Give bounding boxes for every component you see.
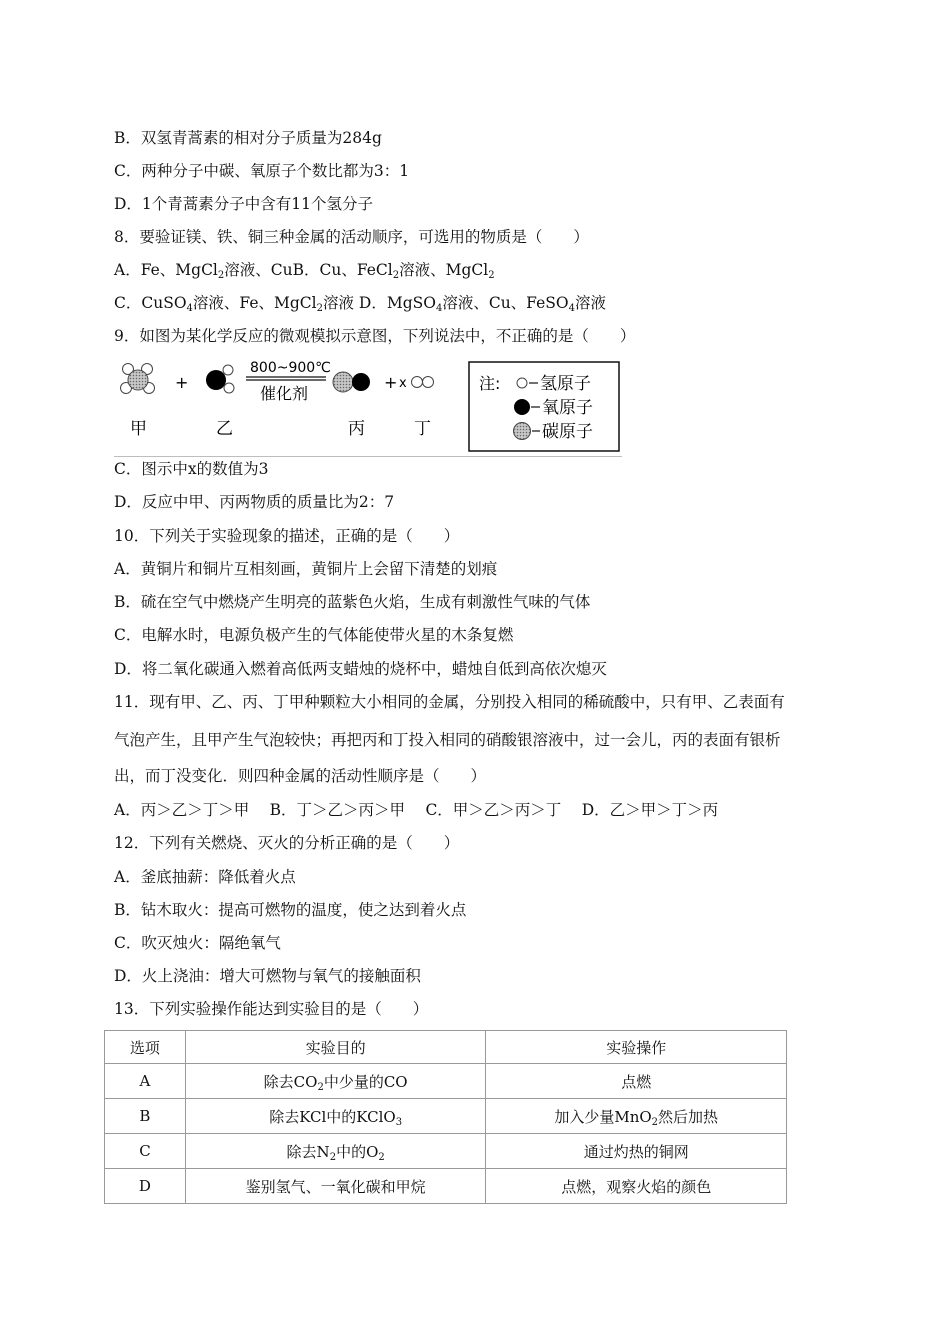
molecule-ding [412, 377, 434, 388]
reaction-condition-temperature: 800~900℃ [250, 360, 331, 376]
table-cell-purpose: 鉴别氢气、一氧化碳和甲烷 [185, 1169, 486, 1204]
option-c-atom-ratio: C．两种分子中碳、氧原子个数比都为3：1 [114, 162, 410, 180]
table-row [105, 1099, 787, 1134]
question-8-stem: 8．要验证镁、铁、铜三种金属的活动顺序，可选用的物质是（ ） [114, 228, 589, 246]
question-13-stem: 13．下列实验操作能达到实验目的是（ ） [114, 1000, 429, 1018]
molecule-jia [121, 364, 155, 394]
question-9-stem: 9．如图为某化学反应的微观模拟示意图，下列说法中，不正确的是（ ） [114, 327, 636, 345]
table-row [105, 1064, 787, 1099]
question-10-option-b: B．硫在空气中燃烧产生明亮的蓝紫色火焰，生成有刺激性气味的气体 [114, 593, 591, 611]
subscript: 2 [651, 1116, 659, 1128]
subscript: 4 [435, 303, 443, 314]
legend-hydrogen [517, 374, 591, 394]
question-9-option-d: D．反应中甲、丙两物质的质量比为2：7 [114, 493, 395, 511]
label-ding: 丁 [414, 419, 431, 439]
question-12-option-b: B．钻木取火：提高可燃物的温度，使之达到着火点 [114, 901, 467, 919]
table-cell-purpose: 除去KCl中的KClO$_3$ [185, 1099, 486, 1134]
header-purpose: 实验目的 [185, 1031, 486, 1064]
question-12-option-d: D．火上浇油：增大可燃物与氧气的接触面积 [114, 967, 421, 985]
table-header-row [105, 1031, 787, 1064]
question-9-option-c: C．图示中x的数值为3 [114, 460, 269, 478]
table-row [105, 1134, 787, 1169]
question-11-stem-line-1: 11．现有甲、乙、丙、丁甲种颗粒大小相同的金属，分别投入相同的稀硫酸中，只有甲、乙表面有 [114, 693, 785, 711]
subscript: 2 [378, 1151, 385, 1163]
reaction-diagram [114, 356, 626, 458]
subscript: 2 [217, 270, 225, 281]
label-jia: 甲 [130, 419, 147, 439]
legend-oxygen-label: 氧原子 [542, 398, 593, 418]
table-cell-operation: 通过灼热的铜网 [486, 1134, 787, 1169]
subscript: 2 [317, 1081, 324, 1093]
subscript: 2 [392, 270, 400, 281]
table-row [105, 1169, 787, 1204]
subscript: 2 [488, 270, 495, 281]
table-cell-option: D [105, 1169, 186, 1204]
table-cell-purpose: 除去$N_2$中的$O_2$ [185, 1134, 486, 1169]
question-10-option-d: D．将二氧化碳通入燃着高低两支蜡烛的烧杯中，蜡烛自低到高依次熄灭 [114, 660, 607, 678]
legend-title: 注: [479, 374, 501, 393]
table-cell-operation: 点燃，观察火焰的颜色 [486, 1169, 787, 1204]
table-cell-option: B [105, 1099, 186, 1134]
header-option: 选项 [105, 1031, 186, 1064]
subscript: 2 [329, 1151, 337, 1163]
question-11-options: A．丙＞乙＞丁＞甲 B．丁＞乙＞丙＞甲 C．甲＞乙＞丙＞丁 D．乙＞甲＞丁＞丙 [114, 801, 719, 819]
molecule-bing [333, 372, 370, 392]
subscript: 3 [395, 1116, 403, 1128]
question-10-option-a: A．黄铜片和铜片互相刻画，黄铜片上会留下清楚的划痕 [114, 560, 498, 578]
table-cell-operation: 点燃 [486, 1064, 787, 1099]
reaction-condition-catalyst: 催化剂 [260, 384, 309, 403]
plus-sign-2: + [384, 373, 398, 392]
experiment-table [104, 1030, 787, 1204]
label-yi: 乙 [216, 419, 233, 439]
coefficient-x: x [399, 376, 407, 391]
table-cell-operation: 加入少量MnO$_2$然后加热 [486, 1099, 787, 1134]
question-8-options-ab: A．Fe、MgCl$_2$溶液、CuB．Cu、FeCl$_2$溶液、MgCl$_2$ [114, 261, 495, 281]
option-b-molar-mass: B．双氢青蒿素的相对分子质量为284g [114, 129, 382, 147]
question-12-option-c: C．吹灭烛火：隔绝氧气 [114, 934, 281, 952]
legend-hydrogen-label: 氢原子 [540, 374, 591, 394]
subscript: 4 [568, 303, 575, 314]
question-10-option-c: C．电解水时，电源负极产生的气体能使带火星的木条复燃 [114, 626, 514, 644]
legend-carbon-label: 碳原子 [542, 422, 593, 442]
question-10-stem: 10．下列关于实验现象的描述，正确的是（ ） [114, 527, 460, 545]
label-bing: 丙 [348, 419, 365, 439]
table-cell-option: A [105, 1064, 186, 1099]
table-cell-option: C [105, 1134, 186, 1169]
subscript: 4 [186, 303, 193, 314]
header-operation: 实验操作 [486, 1031, 787, 1064]
legend-carbon [514, 422, 594, 442]
question-11-stem-line-3: 出，而丁没变化．则四种金属的活动性顺序是（ ） [114, 767, 487, 785]
option-d-hydrogen-molecules: D．1个青蒿素分子中含有11个氢分子 [114, 195, 374, 213]
subscript: 2 [316, 303, 323, 314]
table-cell-purpose: 除去$CO_2$中少量的CO [185, 1064, 486, 1099]
figure-bottom-rule [114, 456, 622, 457]
question-12-stem: 12．下列有关燃烧、灭火的分析正确的是（ ） [114, 834, 460, 852]
plus-sign-1: + [175, 373, 189, 392]
legend-oxygen [514, 398, 593, 418]
question-8-options-cd: C．CuSO$_4$溶液、Fe、MgCl$_2$溶液 D．MgSO$_4$溶液、Cu、FeSO$_4$溶液 [114, 294, 606, 314]
molecule-yi [206, 365, 234, 393]
question-12-option-a: A．釜底抽薪：降低着火点 [114, 868, 296, 886]
question-11-stem-line-2: 气泡产生，且甲产生气泡较快；再把丙和丁投入相同的硝酸银溶液中，过一会儿，丙的表面有银析 [114, 731, 781, 749]
